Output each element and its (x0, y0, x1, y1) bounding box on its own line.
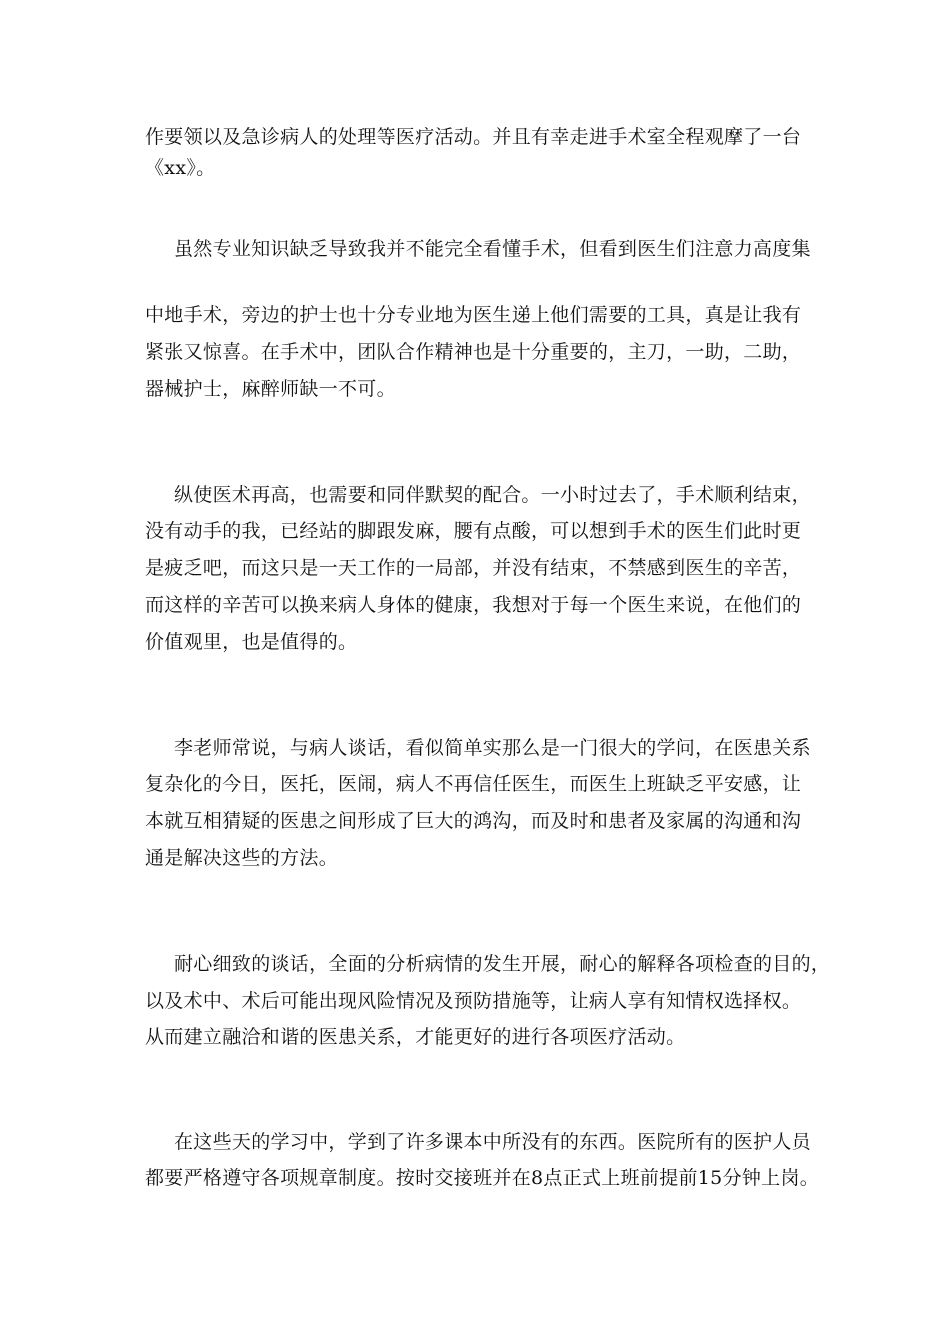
paragraph-3-line-3: 是疲乏吧，而这只是一天工作的一局部，并没有结束，不禁感到医生的辛苦， (145, 557, 802, 579)
paragraph-6-line-1: 在这些天的学习中，学到了许多课本中所没有的东西。医院所有的医护人员 (174, 1131, 811, 1153)
paragraph-4-line-2: 复杂化的今日，医托，医闹，病人不再信任医生，而医生上班缺乏平安感，让 (145, 773, 802, 795)
paragraph-5-line-2: 以及术中、术后可能出现风险情况及预防措施等，让病人享有知情权选择权。 (145, 990, 802, 1012)
paragraph-1-line-1: 作要领以及急诊病人的处理等医疗活动。并且有幸走进手术室全程观摩了一台 (145, 126, 802, 148)
paragraph-3-line-2: 没有动手的我，已经站的脚跟发麻，腰有点酸，可以想到手术的医生们此时更 (145, 520, 802, 542)
paragraph-1-line-2: 《xx》。 (145, 157, 216, 179)
paragraph-3-line-4: 而这样的辛苦可以换来病人身体的健康，我想对于每一个医生来说，在他们的 (145, 594, 802, 616)
paragraph-5-line-3: 从而建立融洽和谐的医患关系，才能更好的进行各项医疗活动。 (145, 1026, 686, 1048)
paragraph-2-line-1: 虽然专业知识缺乏导致我并不能完全看懂手术，但看到医生们注意力高度集 (174, 238, 811, 260)
paragraph-3-line-5: 价值观里，也是值得的。 (145, 631, 358, 653)
paragraph-4-line-3: 本就互相猜疑的医患之间形成了巨大的鸿沟，而及时和患者及家属的沟通和沟 (145, 810, 802, 832)
paragraph-2-line-2: 中地手术，旁边的护士也十分专业地为医生递上他们需要的工具，真是让我有 (145, 304, 802, 326)
paragraph-3-line-1: 纵使医术再高，也需要和同伴默契的配合。一小时过去了，手术顺利结束， (174, 484, 811, 506)
paragraph-4-line-4: 通是解决这些的方法。 (145, 847, 339, 869)
paragraph-2-line-3: 紧张又惊喜。在手术中，团队合作精神也是十分重要的，主刀，一助，二助， (145, 341, 802, 363)
paragraph-5-line-1: 耐心细致的谈话，全面的分析病情的发生开展，耐心的解释各项检查的目的， (174, 953, 831, 975)
paragraph-6-line-2: 都要严格遵守各项规章制度。按时交接班并在8点正式上班前提前15分钟上岗。 (145, 1167, 820, 1189)
paragraph-2-line-4: 器械护士，麻醉师缺一不可。 (145, 378, 396, 400)
paragraph-4-line-1: 李老师常说，与病人谈话，看似简单实那么是一门很大的学问，在医患关系 (174, 737, 811, 759)
